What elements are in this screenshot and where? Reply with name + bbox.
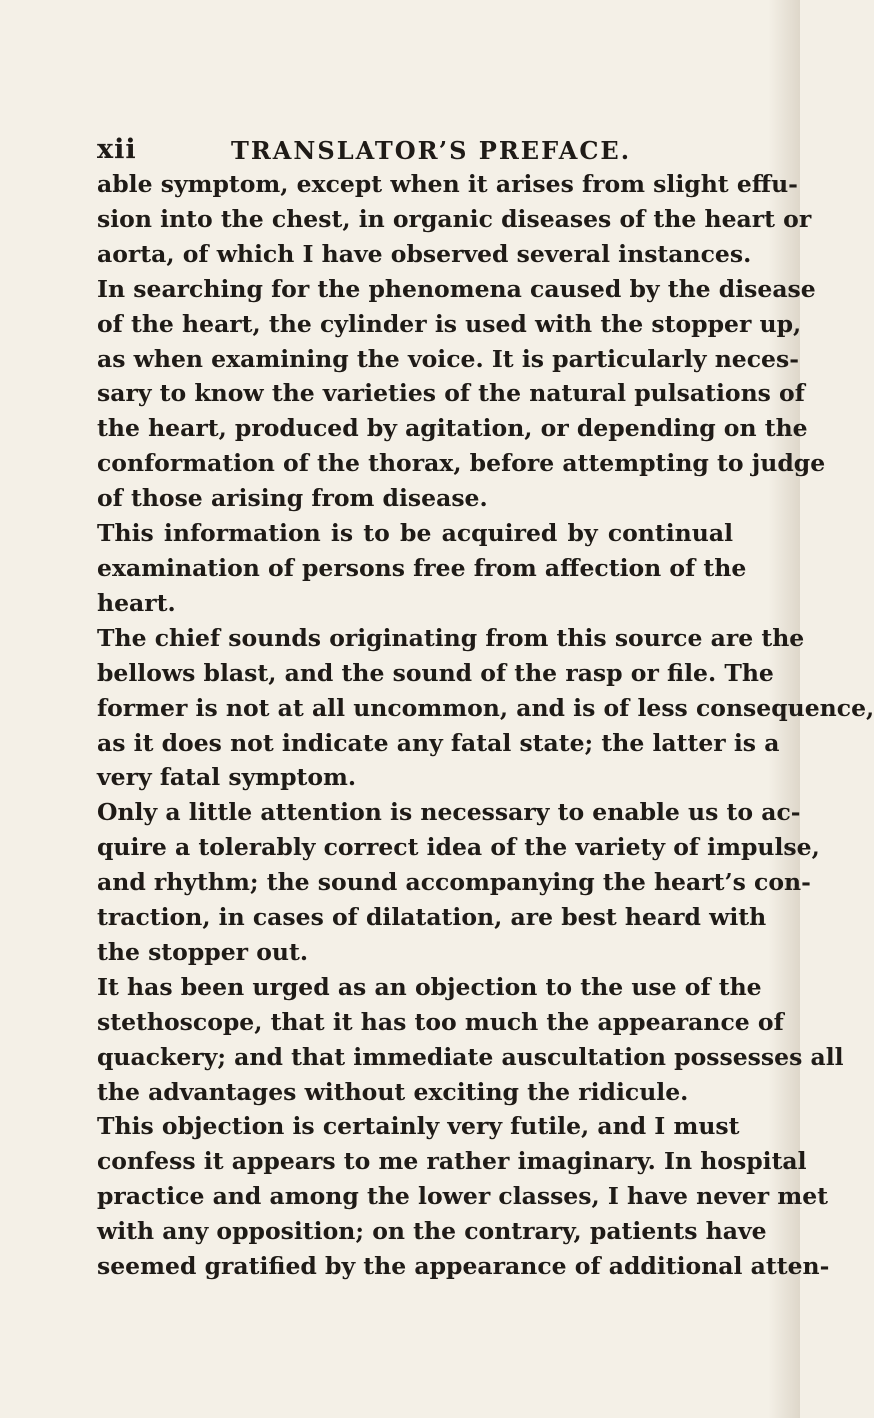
text-line: This information is to be acquired by continual (97, 519, 733, 548)
text-line: and rhythm; the sound accompanying the heart’s con- (97, 868, 811, 897)
text-line: of the heart, the cylinder is used with the stopper up, (97, 309, 802, 338)
text-line: with any opposition; on the contrary, patients have (97, 1217, 767, 1246)
text-line: It has been urged as an objection to the use of the (97, 972, 762, 1001)
text-line: the heart, produced by agitation, or depending on the (97, 414, 808, 443)
text-line: bellows blast, and the sound of the rasp or file. The (97, 658, 774, 687)
text-line: stethoscope, that it has too much the appearance of (97, 1007, 784, 1036)
text-line: confess it appears to me rather imaginary. In hospital (97, 1147, 807, 1176)
text-line: practice and among the lower classes, I have never met (97, 1182, 829, 1211)
text-line: This objection is certainly very futile, and I must (97, 1112, 740, 1141)
text-line: examination of persons free from affection of the (97, 553, 747, 582)
text-line: seemed gratified by the appearance of additional atten- (97, 1252, 830, 1281)
text-line: conformation of the thorax, before attempting to judge (97, 449, 826, 478)
text-line: Only a little attention is necessary to enable us to ac- (97, 798, 801, 827)
text-line: The chief sounds originating from this source are the (97, 623, 805, 652)
text-line: heart. (97, 588, 176, 617)
page-number: xii (97, 134, 137, 165)
text-line: of those arising from disease. (97, 484, 488, 513)
text-line: as it does not indicate any fatal state; the latter is a (97, 728, 780, 757)
text-line: quackery; and that immediate auscultation possesses all (97, 1042, 844, 1071)
text-line: In searching for the phenomena caused by the disease (97, 274, 816, 303)
text-line: former is not at all uncommon, and is of less consequence, (97, 693, 874, 722)
body-text (97, 167, 874, 1284)
text-line: the advantages without exciting the ridicule. (97, 1077, 689, 1106)
text-line: traction, in cases of dilatation, are best heard with (97, 903, 767, 932)
text-line: quire a tolerably correct idea of the variety of impulse, (97, 833, 820, 862)
text-line: able symptom, except when it arises from slight effu- (97, 170, 798, 198)
text-line: sion into the chest, in organic diseases of the heart or (97, 204, 812, 233)
text-line: sary to know the varieties of the natural pulsations of (97, 379, 805, 408)
text-line: very fatal symptom. (97, 763, 357, 792)
text-line: the stopper out. (97, 937, 309, 966)
text-line: aorta, of which I have observed several instances. (97, 239, 752, 268)
running-head: TRANSLATOR’S PREFACE. (231, 136, 632, 165)
text-line: as when examining the voice. It is particularly neces- (97, 344, 799, 373)
